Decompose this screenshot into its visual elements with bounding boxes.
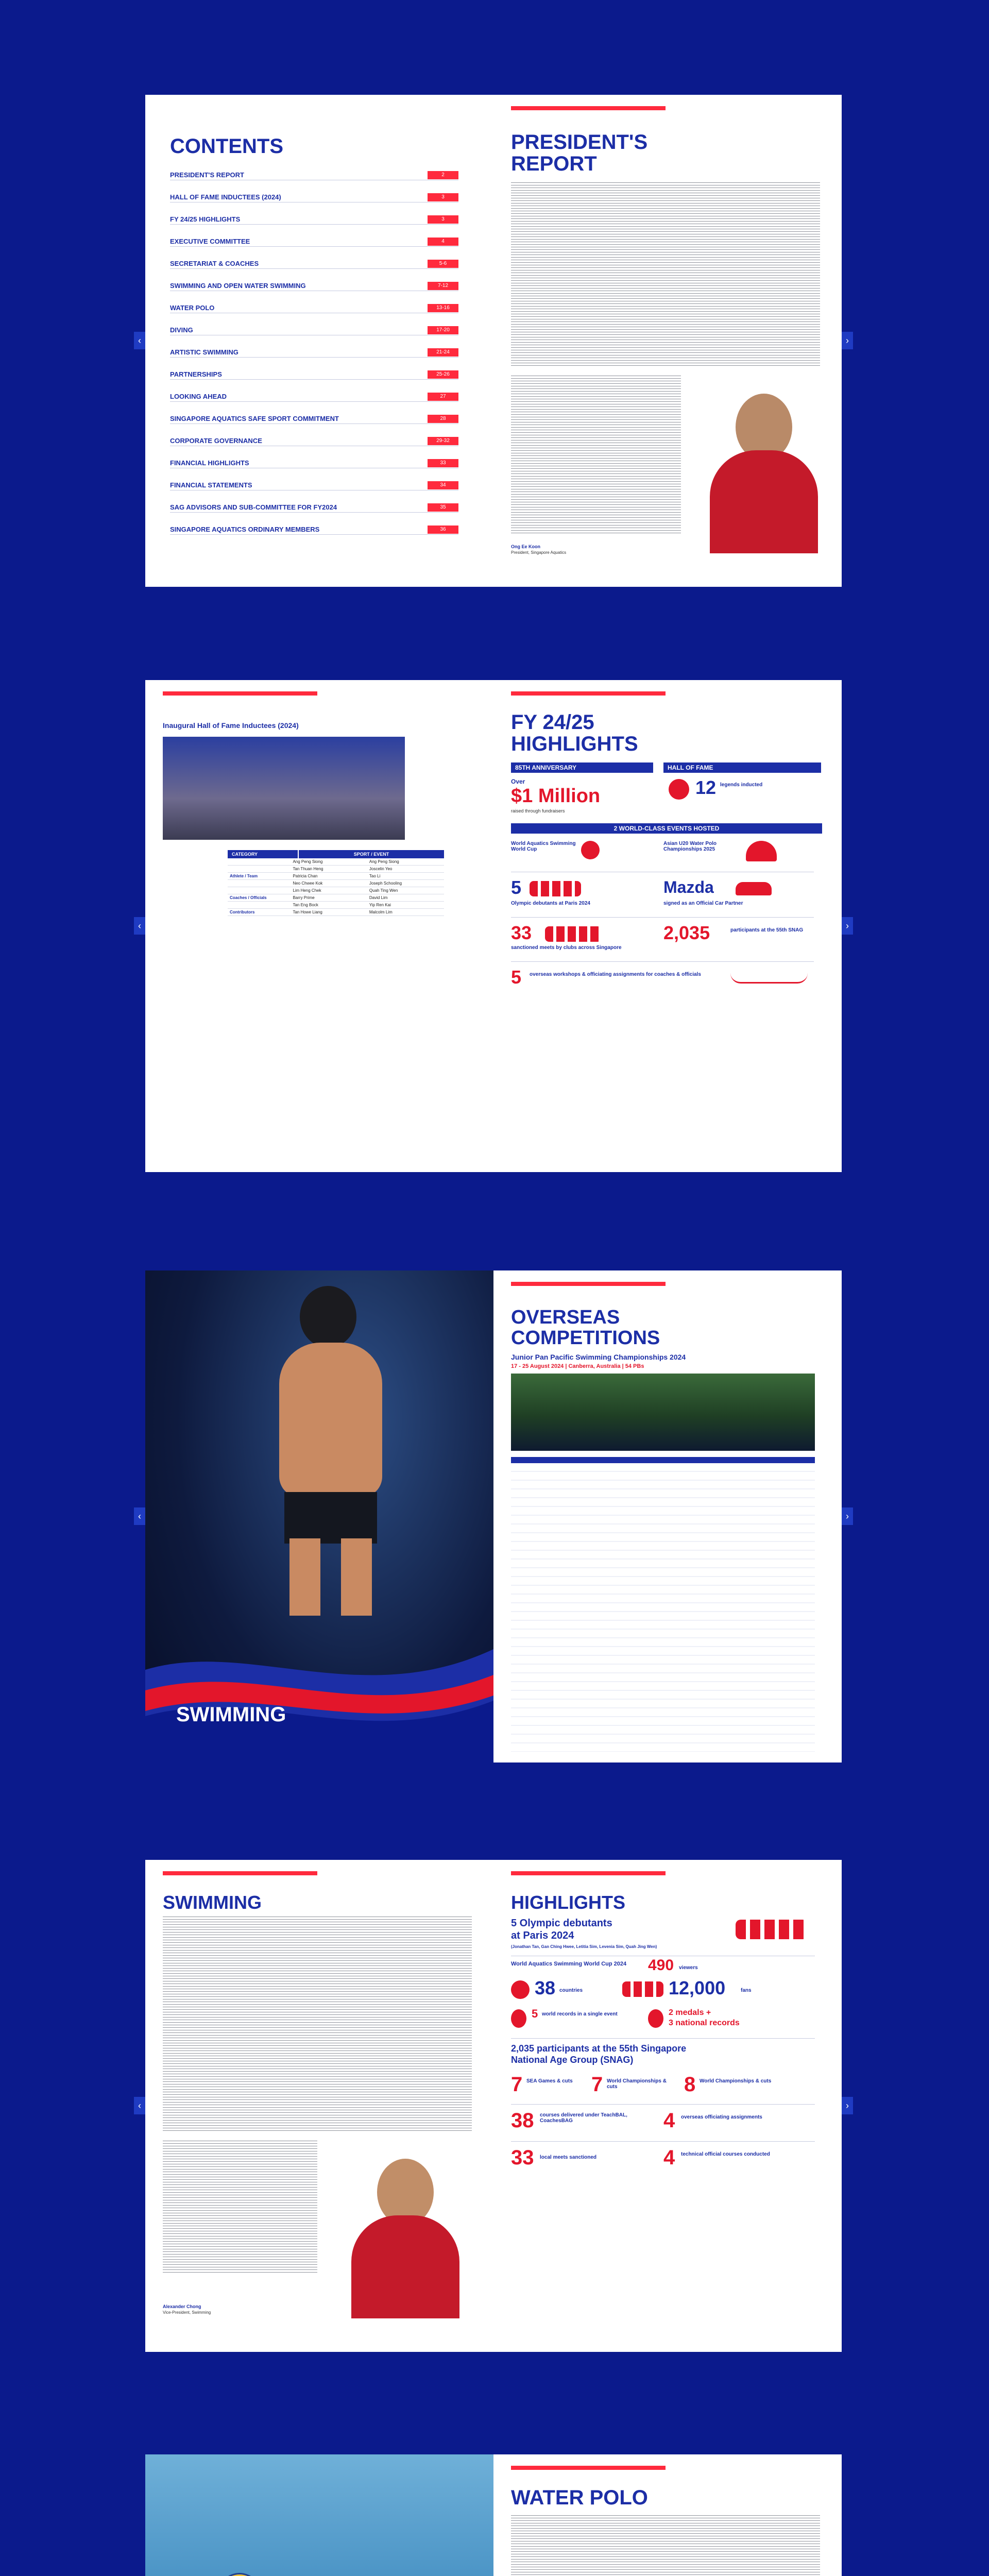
contents-item-label: ARTISTIC SWIMMING xyxy=(170,348,238,356)
people-icon xyxy=(736,1920,808,1939)
table-cell: Tan Howe Liang xyxy=(291,909,367,916)
contents-item-label: FINANCIAL HIGHLIGHTS xyxy=(170,459,249,467)
mazda-value: Mazda xyxy=(663,878,714,896)
swimming-signature-name: Alexander Chong xyxy=(163,2304,201,2309)
hof-title: Inaugural Hall of Fame Inductees (2024) xyxy=(163,721,299,730)
section-tag xyxy=(511,1282,666,1286)
team-photo xyxy=(511,1374,815,1451)
technical-value: 4 xyxy=(663,2146,675,2169)
contents-item[interactable] xyxy=(170,236,458,247)
page-contents xyxy=(138,95,493,587)
table-cell xyxy=(228,866,291,873)
contents-item-page: 33 xyxy=(428,459,458,467)
table-row xyxy=(228,880,444,887)
car-icon xyxy=(736,882,772,895)
results-table xyxy=(511,1457,815,1752)
million-caption: raised through fundraisers xyxy=(511,808,565,814)
contents-item-label: DIVING xyxy=(170,326,193,334)
contents-item-page: 29-32 xyxy=(428,437,458,445)
vp-swimming-photo xyxy=(331,2148,475,2318)
prev-page-button[interactable]: ‹ xyxy=(134,917,145,935)
divider xyxy=(511,917,814,918)
swim-highlights-title: HIGHLIGHTS xyxy=(511,1892,625,1913)
page-swimming-highlights xyxy=(493,1860,849,2352)
contents-item[interactable] xyxy=(170,436,458,446)
contents-item[interactable] xyxy=(170,192,458,202)
fans-unit: fans xyxy=(741,1988,752,1993)
overseas-value: 4 xyxy=(663,2109,675,2132)
section-tag xyxy=(511,106,666,110)
records-caption: world records in a single event xyxy=(542,2011,618,2017)
contents-item-page: 13-16 xyxy=(428,304,458,312)
president-signature-role: President, Singapore Aquatics xyxy=(511,550,567,555)
countries-unit: countries xyxy=(559,1988,583,1993)
table-row xyxy=(228,866,444,873)
table-cell: Quah Ting Wen xyxy=(367,887,444,894)
section-tag xyxy=(163,1871,317,1875)
contents-item-label: PRESIDENT'S REPORT xyxy=(170,171,244,179)
contents-item-page: 4 xyxy=(428,238,458,246)
table-cell xyxy=(228,887,291,894)
mazda-caption: signed as an Official Car Partner xyxy=(663,901,743,906)
spread-contents-president xyxy=(138,95,849,587)
next-page-button[interactable]: › xyxy=(842,1507,853,1525)
contents-item-page: 3 xyxy=(428,193,458,201)
spread-swimming-text xyxy=(138,1860,849,2352)
technical-caption: technical official courses conducted xyxy=(681,2151,770,2157)
wc2-caption: World Championships & cuts xyxy=(700,2078,772,2084)
contents-item-page: 7-12 xyxy=(428,282,458,290)
meets-caption: sanctioned meets by clubs across Singapore xyxy=(511,945,622,951)
hof-table-body xyxy=(228,858,444,916)
courses-caption: courses delivered under TeachBAL, CoachesBAG xyxy=(540,2112,627,2124)
contents-item[interactable] xyxy=(170,414,458,424)
hof-col-category: CATEGORY xyxy=(228,850,298,858)
table-cell: Tan Eng Bock xyxy=(291,902,367,909)
table-row xyxy=(228,858,444,866)
sea-caption: SEA Games & cuts xyxy=(526,2078,573,2084)
contents-item[interactable] xyxy=(170,214,458,225)
table-cell: David Lim xyxy=(367,894,444,902)
page-water-polo-text xyxy=(493,2454,842,2576)
page-swimming-text xyxy=(138,1860,493,2352)
participants-value: 2,035 xyxy=(663,922,710,943)
viewers-unit: viewers xyxy=(679,1965,698,1971)
contents-item[interactable] xyxy=(170,281,458,291)
contents-item-label: WATER POLO xyxy=(170,304,215,312)
meets-value: 33 xyxy=(511,922,532,943)
contents-item-label: PARTNERSHIPS xyxy=(170,370,222,378)
overseas-subtitle: Junior Pan Pacific Swimming Championships 2024 xyxy=(511,1353,686,1361)
medal-icon xyxy=(511,2009,526,2028)
contents-item-label: FINANCIAL STATEMENTS xyxy=(170,481,252,489)
swimming-signature-role: Vice-President, Swimming xyxy=(163,2310,211,2315)
contents-item-label: SWIMMING AND OPEN WATER SWIMMING xyxy=(170,282,306,290)
section-tag xyxy=(511,691,666,696)
contents-item[interactable] xyxy=(170,392,458,402)
contents-item-page: 5-6 xyxy=(428,260,458,268)
table-cell: Malcolm Lim xyxy=(367,909,444,916)
hof-table xyxy=(228,850,444,916)
wave-graphic xyxy=(145,1608,493,1762)
president-title-line2: REPORT xyxy=(511,152,597,175)
spread-water-polo-cover xyxy=(145,2454,844,2576)
table-cell xyxy=(228,858,291,866)
million-value: $1 Million xyxy=(511,785,601,807)
contents-item[interactable] xyxy=(170,303,458,313)
page-swimming-cover xyxy=(138,1270,493,1762)
contents-item-page: 17-20 xyxy=(428,326,458,334)
workshops-caption: overseas workshops & officiating assignments for coaches & officials xyxy=(530,972,701,977)
page-water-polo-cover xyxy=(145,2454,493,2576)
table-cell: Athlete / Team xyxy=(228,873,291,880)
world-caption: World Championships & cuts xyxy=(607,2078,667,2090)
table-cell: Joseph Schooling xyxy=(367,880,444,887)
section-tag xyxy=(511,2466,666,2470)
hof-col-sport: SPORT / EVENT xyxy=(299,850,444,858)
spread-swimming-cover xyxy=(138,1270,849,1762)
contents-item-label: HALL OF FAME INDUCTEES (2024) xyxy=(170,193,281,201)
table-cell: Tan Thuan Heng xyxy=(291,866,367,873)
event1-label: World Aquatics Swimming World Cup xyxy=(511,841,576,852)
table-cell: Contributors xyxy=(228,909,291,916)
contents-item-label: CORPORATE GOVERNANCE xyxy=(170,437,262,445)
world-cup-icon xyxy=(581,841,600,859)
people-icon xyxy=(622,1981,663,1997)
viewers-value: 490 xyxy=(648,1957,674,1974)
snag-line1: 2,035 participants at the 55th Singapore xyxy=(511,2043,687,2054)
table-cell: Patricia Chan xyxy=(291,873,367,880)
contents-item[interactable] xyxy=(170,524,458,535)
swimming-body-text-2 xyxy=(163,2141,317,2275)
contents-item[interactable] xyxy=(170,170,458,180)
trophy-icon xyxy=(669,779,689,800)
people-icon xyxy=(530,881,581,896)
contents-item[interactable] xyxy=(170,502,458,513)
water-polo-body-text xyxy=(511,2515,820,2576)
table-cell: Ang Peng Siong xyxy=(367,858,444,866)
overseas-title-line2: COMPETITIONS xyxy=(511,1327,660,1349)
table-row xyxy=(228,894,444,902)
table-cell: Joscelin Yeo xyxy=(367,866,444,873)
divider xyxy=(511,961,814,962)
page-fy-highlights xyxy=(493,680,849,1172)
contents-title: CONTENTS xyxy=(170,135,283,158)
courses-value: 38 xyxy=(511,2109,534,2132)
contents-item-label: FY 24/25 HIGHLIGHTS xyxy=(170,215,241,223)
table-cell: Tao Li xyxy=(367,873,444,880)
contents-item-label: SECRETARIAT & COACHES xyxy=(170,260,259,267)
table-cell: Ang Peng Siong xyxy=(291,858,367,866)
workshops-value: 5 xyxy=(511,967,522,988)
fans-value: 12,000 xyxy=(669,1977,726,1998)
contents-item-label: SINGAPORE AQUATICS ORDINARY MEMBERS xyxy=(170,526,320,533)
table-row xyxy=(228,909,444,916)
table-cell: Coaches / Officials xyxy=(228,894,291,902)
overseas-caption: overseas officiating assignments xyxy=(681,2114,762,2120)
countries-value: 38 xyxy=(535,1977,556,1998)
prev-page-button[interactable]: ‹ xyxy=(134,1507,145,1525)
records-value: 5 xyxy=(532,2007,538,2020)
table-row xyxy=(228,873,444,880)
divider xyxy=(511,2038,815,2039)
table-cell: Neo Chwee Kok xyxy=(291,880,367,887)
prev-page-button[interactable]: ‹ xyxy=(134,332,145,349)
contents-item[interactable] xyxy=(170,259,458,269)
next-page-button[interactable]: › xyxy=(842,332,853,349)
meets-value: 33 xyxy=(511,2146,534,2169)
globe-icon xyxy=(511,1980,530,1999)
olympic-value: 5 xyxy=(511,877,522,898)
prev-page-button[interactable]: ‹ xyxy=(134,2097,145,2114)
president-signature-name: Ong Ee Koon xyxy=(511,544,540,549)
medals-value: 2 medals + xyxy=(669,2008,711,2017)
legends-value: 12 xyxy=(695,777,717,798)
swimmer-icon xyxy=(730,972,808,984)
hall-of-fame-bar: HALL OF FAME xyxy=(663,762,821,773)
million-prefix: Over xyxy=(511,778,525,785)
people-icon xyxy=(545,926,602,942)
world-cup-label: World Aquatics Swimming World Cup 2024 xyxy=(511,1961,627,1967)
contents-item[interactable] xyxy=(170,325,458,335)
medals-caption2: 3 national records xyxy=(669,2019,740,2027)
divider xyxy=(511,2104,815,2105)
swimming-cover-title: SWIMMING xyxy=(176,1703,286,1726)
olympic-caption: Olympic debutants at Paris 2024 xyxy=(511,901,590,906)
events-bar: 2 WORLD-CLASS EVENTS HOSTED xyxy=(511,823,822,834)
table-row xyxy=(228,887,444,894)
anniversary-bar: 85TH ANNIVERSARY xyxy=(511,762,653,773)
next-page-button[interactable]: › xyxy=(842,2097,853,2114)
contents-item-page: 27 xyxy=(428,393,458,401)
contents-item-label: SAG ADVISORS AND SUB-COMMITTEE FOR FY2024 xyxy=(170,503,337,511)
water-polo-icon xyxy=(746,841,777,861)
meets-caption: local meets sanctioned xyxy=(540,2155,597,2160)
divider xyxy=(511,2141,815,2142)
page-president-report xyxy=(493,95,849,587)
swimmer-figure xyxy=(269,1286,393,1616)
participants-caption: participants at the 55th SNAG xyxy=(730,927,804,933)
president-photo xyxy=(700,383,828,553)
contents-item-page: 2 xyxy=(428,171,458,179)
contents-item-page: 21-24 xyxy=(428,348,458,357)
contents-item[interactable] xyxy=(170,480,458,490)
president-title-line1: PRESIDENT'S xyxy=(511,131,648,154)
contents-item-page: 35 xyxy=(428,503,458,512)
contents-list xyxy=(170,170,458,547)
swimming-title: SWIMMING xyxy=(163,1892,262,1913)
section-tag xyxy=(511,1871,666,1875)
contents-item-page: 36 xyxy=(428,526,458,534)
swimming-body-text xyxy=(163,1917,472,2133)
table-cell: Barry Prime xyxy=(291,894,367,902)
fy-title-line1: FY 24/25 xyxy=(511,711,594,734)
overseas-title-line1: OVERSEAS xyxy=(511,1307,620,1328)
president-body-text-2 xyxy=(511,376,681,535)
contents-item-page: 28 xyxy=(428,415,458,423)
overseas-date: 17 - 25 August 2024 | Canberra, Australia | 54 PBs xyxy=(511,1363,644,1369)
snag-line2: National Age Group (SNAG) xyxy=(511,2055,634,2065)
contents-item-label: LOOKING AHEAD xyxy=(170,393,227,400)
olympic-line2: at Paris 2024 xyxy=(511,1930,574,1941)
contents-item-page: 25-26 xyxy=(428,370,458,379)
legends-caption: legends inducted xyxy=(720,782,763,788)
olympic-names: (Jonathan Tan, Gan Ching Hwee, Letitia Sim, Levenia Sim, Quah Jing Wen) xyxy=(511,1944,657,1949)
water-polo-photo xyxy=(145,2454,493,2576)
table-cell: Yip Ren Kai xyxy=(367,902,444,909)
event2-label: Asian U20 Water Polo Championships 2025 xyxy=(663,841,717,852)
contents-item-label: EXECUTIVE COMMITTEE xyxy=(170,238,250,245)
table-cell: Lim Heng Chek xyxy=(291,887,367,894)
spread-hof-highlights xyxy=(138,680,849,1172)
contents-item-label: SINGAPORE AQUATICS SAFE SPORT COMMITMENT xyxy=(170,415,339,422)
table-cell xyxy=(228,880,291,887)
medal-icon xyxy=(648,2009,663,2028)
contents-item-page: 34 xyxy=(428,481,458,489)
page-overseas-swimming xyxy=(493,1270,849,1762)
table-cell xyxy=(228,902,291,909)
world-value: 7 xyxy=(591,2073,603,2096)
water-polo-title: WATER POLO xyxy=(511,2486,648,2509)
wc2-value: 8 xyxy=(684,2073,696,2096)
page-hall-of-fame xyxy=(138,680,493,1172)
contents-item[interactable] xyxy=(170,458,458,468)
olympic-line1: 5 Olympic debutants xyxy=(511,1918,612,1929)
hof-group-photo xyxy=(163,737,405,840)
fy-title-line2: HIGHLIGHTS xyxy=(511,733,638,755)
contents-item[interactable] xyxy=(170,347,458,358)
next-page-button[interactable]: › xyxy=(842,917,853,935)
president-body-text xyxy=(511,182,820,368)
section-tag xyxy=(163,691,317,696)
contents-item[interactable] xyxy=(170,369,458,380)
sea-value: 7 xyxy=(511,2073,523,2096)
table-row xyxy=(228,902,444,909)
contents-item-page: 3 xyxy=(428,215,458,224)
